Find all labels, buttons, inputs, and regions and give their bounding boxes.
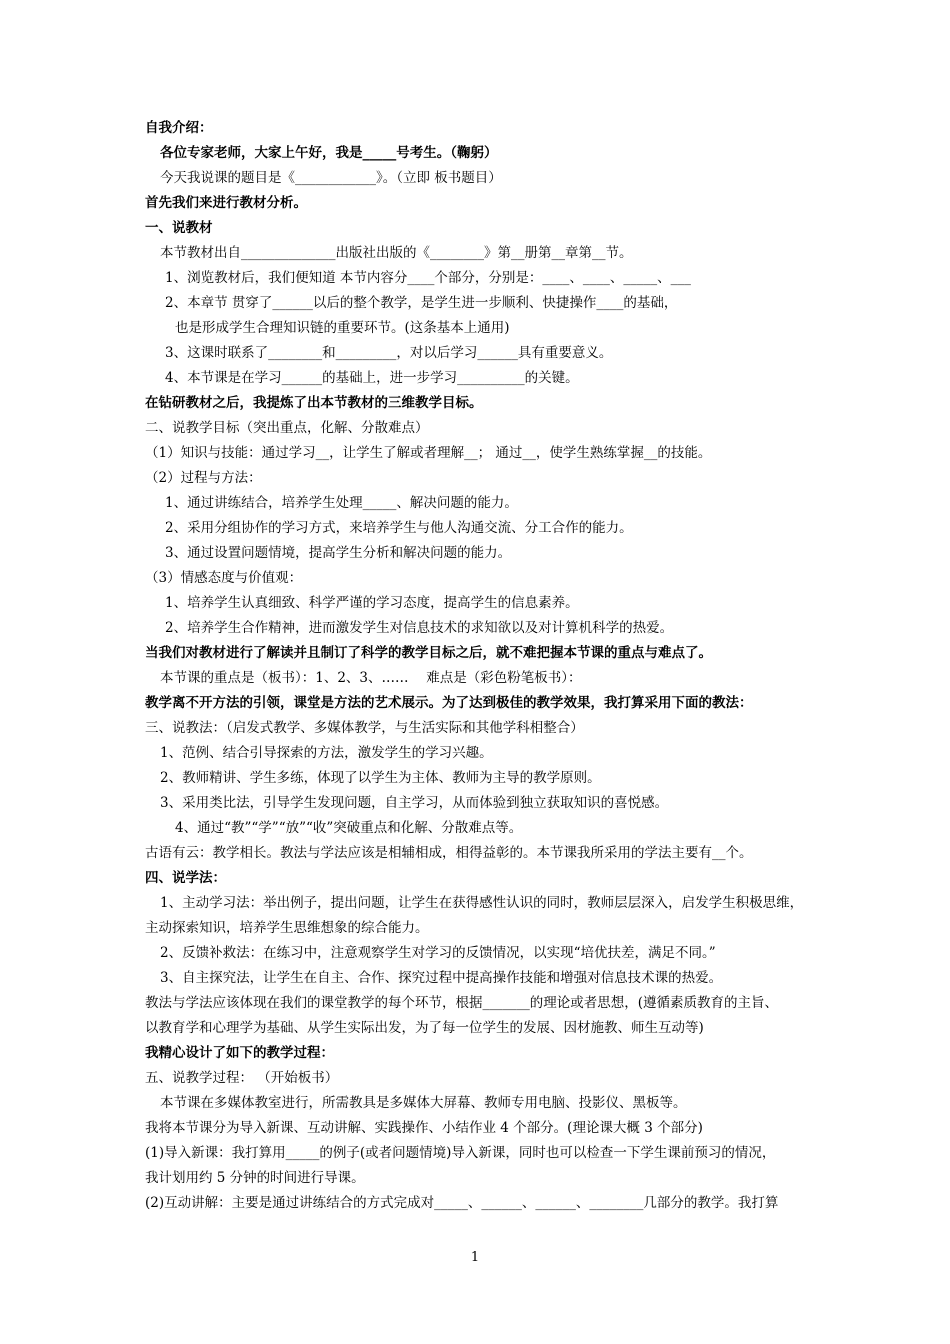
text-line: 3、通过设置问题情境，提高学生分析和解决问题的能力。 <box>165 545 512 561</box>
text-line: 我将本节课分为导入新课、互动讲解、实践操作、小结作业 4 个部分。(理论课大概 3 个部分) <box>145 1120 703 1136</box>
text-line: 在钻研教材之后，我提炼了出本节教材的三维教学目标。 <box>145 395 483 411</box>
text-line: 本节教材出自______________出版社出版的《________》第__册第__章第__节。 <box>160 245 633 261</box>
text-line: 我计划用约 5 分钟的时间进行导课。 <box>145 1170 365 1186</box>
text-line: 2、本章节 贯穿了______以后的整个教学，是学生进一步顺利、快捷操作____的基础， <box>165 295 678 311</box>
text-line: 4、本节课是在学习______的基础上，进一步学习__________的关键。 <box>165 370 579 386</box>
text-line: 1、通过讲练结合，培养学生处理_____、解决问题的能力。 <box>165 495 518 511</box>
text-line: (1)导入新课：我打算用_____的例子(或者问题情境)导入新课，同时也可以检查一下学生课前预习的情况， <box>145 1145 776 1161</box>
text-line: 本节课的重点是（板书）：1、2、3、…… 难点是（彩色粉笔板书）： <box>160 670 582 686</box>
text-line: 1、范例、结合引导探索的方法，激发学生的学习兴趣。 <box>160 745 493 761</box>
text-line: 当我们对教材进行了解读并且制订了科学的教学目标之后，就不难把握本节课的重点与难点了。 <box>145 645 712 661</box>
text-line: 以教育学和心理学为基础、从学生实际出发，为了每一位学生的发展、因材施教、师生互动等) <box>145 1020 704 1036</box>
text-line: 3、自主探究法，让学生在自主、合作、探究过程中提高操作技能和增强对信息技术课的热爱。 <box>160 970 723 986</box>
text-line: 2、反馈补救法：在练习中，注意观察学生对学习的反馈情况，以实现“培优扶差，满足不同。” <box>160 945 716 961</box>
text-line: 五、说教学过程： （开始板书） <box>145 1070 339 1086</box>
page-number: 1 <box>470 1250 480 1265</box>
text-line: 教学离不开方法的引领，课堂是方法的艺术展示。为了达到极佳的教学效果，我打算采用下面的教法： <box>145 695 753 711</box>
text-line: 一、说教材 <box>145 220 213 236</box>
text-line: (2)互动讲解：主要是通过讲练结合的方式完成对_____、______、______、________几部分的教学。我打算 <box>145 1195 779 1211</box>
text-line: 3、这课时联系了________和_________，对以后学习______具有重要意义。 <box>165 345 613 361</box>
text-line: 古语有云：教学相长。教法与学法应该是相辅相成，相得益彰的。本节课我所采用的学法主要有__个。 <box>145 845 753 861</box>
text-line: 今天我说课的题目是《____________》。（立即 板书题目） <box>160 170 502 186</box>
text-line: 三、说教法：（启发式教学、多媒体教学，与生活实际和其他学科相整合） <box>145 720 584 736</box>
text-line: 1、主动学习法：举出例子，提出问题，让学生在获得感性认识的同时，教师层层深入，启发学生积极思维， <box>160 895 804 911</box>
text-line: 主动探索知识，培养学生思维想象的综合能力。 <box>145 920 429 936</box>
text-line: （1）知识与技能：通过学习__，让学生了解或者理解__； 通过__，使学生熟练掌握__的技能。 <box>145 445 712 461</box>
text-line: 1、浏览教材后，我们便知道 本节内容分____个部分，分别是：____、____、_____、___ <box>165 270 691 286</box>
text-line: 也是形成学生合理知识链的重要环节。(这条基本上通用) <box>175 320 510 336</box>
text-line: 1、培养学生认真细致、科学严谨的学习态度，提高学生的信息素养。 <box>165 595 579 611</box>
text-line: 2、采用分组协作的学习方式，来培养学生与他人沟通交流、分工合作的能力。 <box>165 520 633 536</box>
text-line: 自我介绍： <box>145 120 213 136</box>
text-line: （2）过程与方法： <box>145 470 262 486</box>
text-line: 2、教师精讲、学生多练，体现了以学生为主体、教师为主导的教学原则。 <box>160 770 601 786</box>
text-line: 2、培养学生合作精神，进而激发学生对信息技术的求知欲以及对计算机科学的热爱。 <box>165 620 674 636</box>
text-line: 4、通过“教”“学”“放”“收”突破重点和化解、分散难点等。 <box>175 820 523 836</box>
text-line: 我精心设计了如下的教学过程： <box>145 1045 334 1061</box>
text-line: 二、说教学目标（突出重点，化解、分散难点） <box>145 420 429 436</box>
text-line: 教法与学法应该体现在我们的课堂教学的每个环节，根据_______的理论或者思想，(遵循素质教育的主旨、 <box>145 995 779 1011</box>
text-line: 本节课在多媒体教室进行，所需教具是多媒体大屏幕、教师专用电脑、投影仪、黑板等。 <box>160 1095 687 1111</box>
text-line: 3、采用类比法，引导学生发现问题，自主学习，从而体验到独立获取知识的喜悦感。 <box>160 795 669 811</box>
text-line: 四、说学法： <box>145 870 226 886</box>
text-line: 各位专家老师，大家上午好，我是_____号考生。（鞠躬） <box>160 145 498 161</box>
text-line: 首先我们来进行教材分析。 <box>145 195 307 211</box>
text-line: （3）情感态度与价值观： <box>145 570 303 586</box>
